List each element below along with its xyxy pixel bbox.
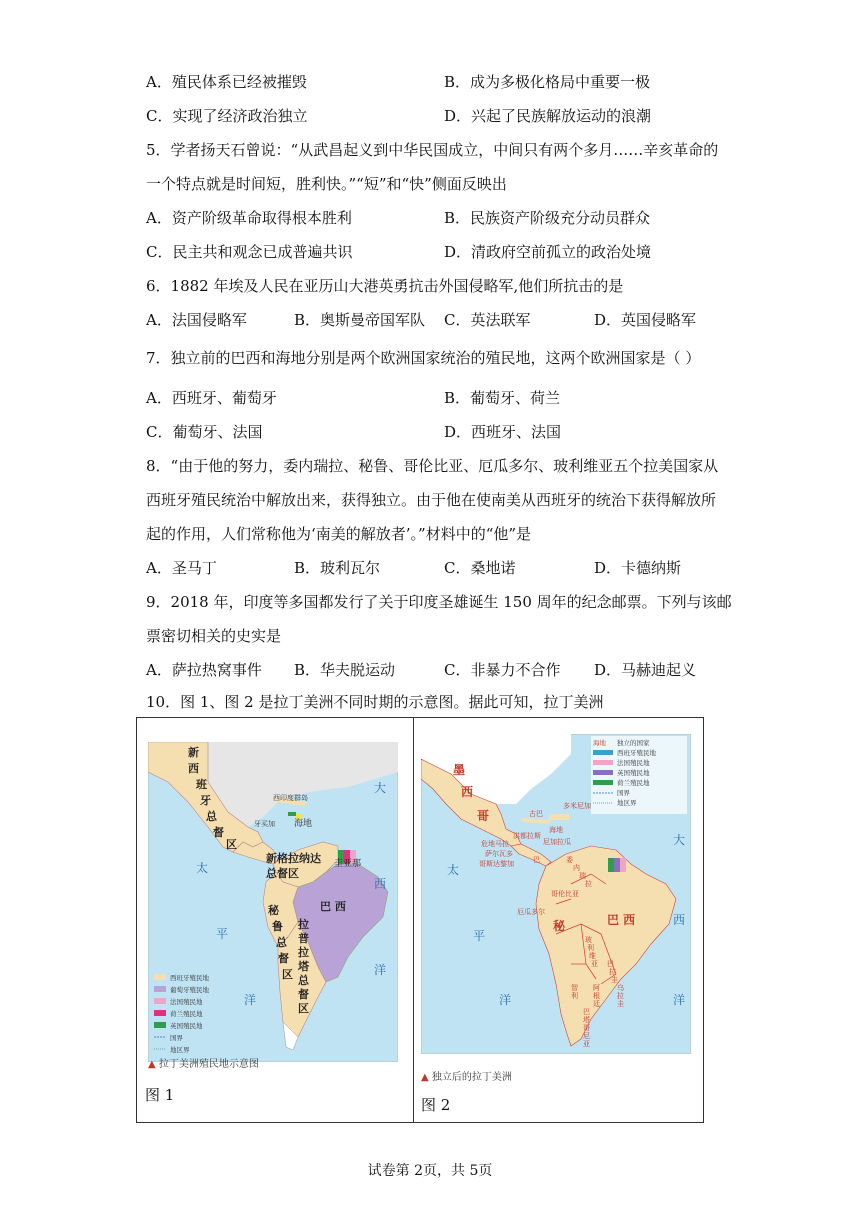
q6-stem: 6．1882 年埃及人民在亚历山大港英勇抗击外国侵略军,他们所抗击的是 [146, 277, 624, 295]
label-new-spain-6: 区 [226, 838, 237, 851]
label-pacific-2: 洋 [244, 993, 257, 1007]
legend-map1-6: 地区界 [170, 1046, 190, 1054]
q6-option-b: B．奥斯曼帝国军队 [294, 311, 426, 329]
legend-map2-2: 法国殖民地 [617, 759, 650, 767]
legend-swatch-netherlands [154, 1010, 166, 1016]
label-pacific-1: 平 [473, 929, 486, 943]
label-jamaica: 牙买加 [254, 820, 275, 828]
legend-map2-1: 西班牙殖民地 [617, 749, 656, 757]
q9-option-c: C．非暴力不合作 [444, 661, 561, 679]
label-atlantic-0: 大 [673, 833, 686, 847]
q7-stem: 7．独立前的巴西和海地分别是两个欧洲国家统治的殖民地，这两个欧洲国家是（ ） [146, 349, 701, 367]
q8-option-d: D．卡德纳斯 [594, 559, 682, 577]
label-laplata-5: 督 [298, 988, 309, 1001]
figure2-label: 图 2 [421, 1096, 451, 1114]
q4-option-a: A．殖民体系已经被摧毁 [146, 73, 307, 91]
legend-swatch-portugal [154, 986, 166, 992]
label-new-spain-2: 班 [196, 778, 207, 791]
label-pacific-0: 太 [196, 861, 209, 875]
figure-divider [413, 718, 414, 1122]
legend-swatch-spain [154, 974, 166, 980]
legend-map2-3: 英国殖民地 [617, 769, 650, 777]
legend-map1-3: 荷兰殖民地 [170, 1010, 203, 1018]
label-patagonia-3: 尼 [583, 1032, 590, 1040]
q9-stem-line1: 9．2018 年，印度等多国都发行了关于印度圣雄诞生 150 周年的纪念邮票。下列与该邮 [146, 593, 732, 611]
legend-map2-0: 独立的国家 [617, 739, 650, 747]
label-guatemala: 危地马拉 [481, 840, 509, 848]
label-laplata-1: 普 [298, 932, 309, 945]
legend-map1-4: 英国殖民地 [170, 1022, 203, 1030]
q5-stem-line2: 一个特点就是时间短，胜利快。”“短”和“快”侧面反映出 [146, 175, 507, 193]
label-venezuela-1: 内 [573, 864, 580, 872]
q5-option-a: A．资产阶级革命取得根本胜利 [146, 209, 352, 227]
label-haiti: 海地 [294, 819, 313, 829]
q7-option-a: A．西班牙、葡萄牙 [146, 389, 277, 407]
label-guiana: 圭亚那 [334, 859, 362, 869]
label-brazil: 巴 西 [320, 900, 346, 913]
label-peru-0: 秘 [268, 904, 279, 917]
map1-colonial-latin-america [148, 742, 398, 1062]
label-laplata-3: 塔 [298, 960, 309, 973]
label-uruguay-2: 圭 [617, 1000, 624, 1008]
page-footer: 试卷第 2页，共 5页 [367, 1163, 493, 1179]
label-argentina-2: 廷 [593, 1000, 600, 1008]
label-colombia: 哥伦比亚 [551, 890, 579, 898]
label-patagonia-0: 巴 [583, 1008, 590, 1016]
q9-option-b: B．华夫脱运动 [294, 661, 396, 679]
q9-option-d: D．马赫迪起义 [594, 661, 697, 679]
q6-option-c: C．英法联军 [444, 311, 531, 329]
label-peru-4: 区 [282, 968, 293, 981]
label-venezuela-0: 委 [566, 856, 573, 864]
q5-stem-line1: 5．学者扬天石曾说：“从武昌起义到中华民国成立，中间只有两个多月……辛亥革命的 [146, 141, 719, 159]
label-chile-0: 智 [571, 984, 578, 992]
q8-stem-line1: 8．“由于他的努力，委内瑞拉、秘鲁、哥伦比亚、厄瓜多尔、玻利维亚五个拉美国家从 [146, 457, 719, 475]
q7-option-c: C．葡萄牙、法国 [146, 423, 263, 441]
legend2-swatch-britain [593, 770, 613, 775]
q8-option-a: A．圣马丁 [146, 559, 217, 577]
q6-option-a: A．法国侵略军 [146, 311, 247, 329]
q10-stem: 10．图 1、图 2 是拉丁美洲不同时期的示意图。据此可知，拉丁美洲 [146, 693, 604, 711]
label-laplata-2: 拉 [298, 946, 309, 959]
q4-option-d: D．兴起了民族解放运动的浪潮 [444, 107, 652, 125]
label-paraguay-2: 圭 [611, 976, 618, 984]
label-mexico-1: 西 [461, 785, 474, 799]
label-mexico-0: 墨 [453, 763, 466, 777]
label-elsalvador: 萨尔瓦多 [485, 850, 513, 858]
label-peru-3: 督 [278, 952, 289, 965]
label-new-spain-5: 督 [213, 826, 224, 839]
label-argentina-0: 阿 [593, 984, 600, 992]
q5-option-d: D．清政府空前孤立的政治处境 [444, 243, 652, 261]
label-laplata-0: 拉 [298, 918, 309, 931]
label-venezuela-3: 拉 [585, 880, 592, 888]
label-new-spain-0: 新 [188, 746, 199, 759]
label-uruguay-1: 拉 [617, 992, 624, 1000]
label-atlantic-2: 洋 [673, 993, 686, 1007]
q9-stem-line2: 票密切相关的史实是 [146, 627, 282, 645]
label-laplata-6: 区 [298, 1002, 309, 1015]
q7-option-d: D．西班牙、法国 [444, 423, 562, 441]
label-bolivia-0: 玻 [585, 936, 592, 944]
label-pacific-1: 平 [216, 927, 229, 941]
q7-option-b: B．葡萄牙、荷兰 [444, 389, 561, 407]
label-new-spain-1: 西 [188, 762, 199, 775]
label-venezuela-2: 瑞 [579, 872, 586, 880]
q9-option-a: A．萨拉热窝事件 [146, 661, 262, 679]
label-cuba: 古巴 [529, 810, 543, 818]
label-atlantic-0: 大 [374, 781, 387, 795]
label-west-indies: 西印度群岛 [273, 794, 308, 802]
map2-caption: ▲ 独立后的拉丁美洲 [421, 1072, 512, 1083]
label-bolivia-3: 亚 [591, 960, 598, 968]
label-peru-2: 总 [276, 936, 287, 949]
label-peru: 秘 [553, 919, 566, 933]
label-patagonia-1: 塔 [583, 1016, 590, 1024]
q8-stem-line2: 西班牙殖民统治中解放出来，获得独立。由于他在使南美从西班牙的统治下获得解放所 [146, 491, 717, 509]
label-argentina-1: 根 [593, 992, 600, 1000]
label-atlantic-1: 西 [673, 913, 686, 927]
q8-stem-line3: 起的作用，人们常称他为‘南美的解放者’。”材料中的“他”是 [146, 525, 532, 543]
legend2-swatch-france [593, 760, 613, 765]
label-haiti: 海地 [549, 826, 563, 834]
label-dominica: 多米尼加 [563, 802, 591, 810]
figure-table [136, 717, 704, 1123]
label-atlantic-2: 洋 [374, 963, 387, 977]
map2-independent-latin-america [421, 734, 691, 1054]
label-ecuador: 厄瓜多尔 [517, 908, 545, 916]
label-honduras: 洪都拉斯 [513, 832, 541, 840]
label-nicaragua: 尼加拉瓜 [543, 838, 571, 846]
label-pacific-2: 洋 [499, 993, 512, 1007]
q8-option-c: C．桑地诺 [444, 559, 516, 577]
map1-caption: ▲ 拉丁美洲殖民地示意图 [148, 1059, 259, 1070]
label-new-spain-3: 牙 [200, 794, 211, 807]
label-panama: 巴 [533, 856, 540, 864]
legend2-swatch-netherlands [593, 780, 613, 785]
label-new-granada: 新格拉纳达 [266, 852, 321, 865]
q5-option-c: C．民主共和观念已成普遍共识 [146, 243, 353, 261]
q4-option-c: C．实现了经济政治独立 [146, 107, 308, 125]
label-new-spain-4: 总 [206, 810, 217, 823]
legend-map1-2: 法国殖民地 [170, 998, 203, 1006]
legend-map2-6: 地区界 [617, 799, 637, 807]
label-paraguay-1: 拉 [609, 968, 616, 976]
label-patagonia-2: 哥 [583, 1024, 590, 1032]
legend-swatch-france [154, 998, 166, 1004]
q8-option-b: B．玻利瓦尔 [294, 559, 381, 577]
label-peru-1: 鲁 [272, 920, 283, 933]
figure1-label: 图 1 [145, 1086, 175, 1104]
legend-swatch-britain [154, 1022, 166, 1028]
legend-map1-0: 西班牙殖民地 [170, 974, 209, 982]
label-patagonia-4: 亚 [583, 1040, 590, 1048]
label-uruguay-0: 乌 [617, 984, 624, 992]
q4-option-b: B．成为多极化格局中重要一极 [444, 73, 651, 91]
q5-option-b: B．民族资产阶级充分动员群众 [444, 209, 651, 227]
legend-map2-5: 国界 [617, 789, 630, 797]
label-pacific-0: 太 [447, 863, 460, 877]
legend-map1-5: 国界 [170, 1034, 183, 1042]
label-costarica: 哥斯达黎加 [479, 860, 514, 868]
legend-map1-1: 葡萄牙殖民地 [170, 986, 209, 994]
label-brazil: 巴 西 [607, 913, 636, 927]
label-paraguay-0: 巴 [607, 960, 614, 968]
label-mexico-2: 哥 [477, 809, 490, 823]
label-new-granada-2: 总督区 [266, 867, 299, 880]
label-atlantic-1: 西 [374, 877, 387, 891]
label-laplata-4: 总 [298, 974, 309, 987]
label-bolivia-2: 维 [589, 952, 596, 960]
q6-option-d: D．英国侵略军 [594, 311, 697, 329]
legend2-swatch-spain [593, 750, 613, 755]
legend-map2-4: 荷兰殖民地 [617, 779, 650, 787]
label-chile-1: 利 [571, 992, 578, 1000]
legend2-title: 海地 [593, 739, 606, 747]
label-bolivia-1: 利 [587, 944, 594, 952]
